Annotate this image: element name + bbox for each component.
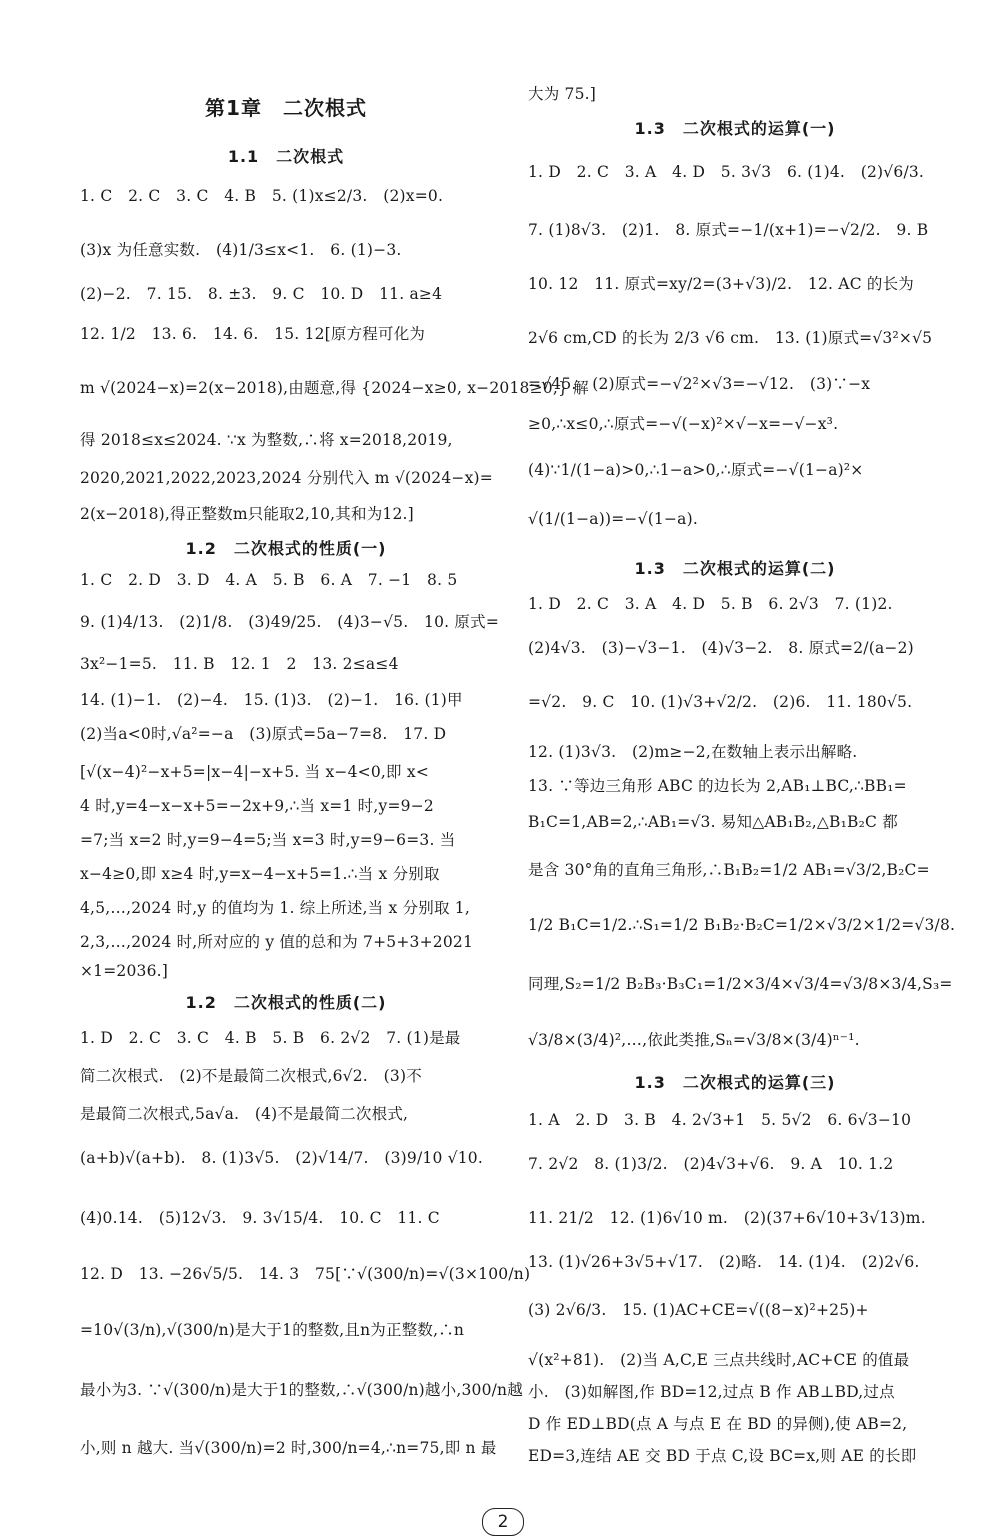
text-line: 1. C 2. C 3. C 4. B 5. (1)x≤2/3. (2)x=0. — [80, 187, 444, 205]
text-line: 11. 21/2 12. (1)6√10 m. (2)(37+6√10+3√13)m. — [528, 1209, 926, 1227]
text-line: 得 2018≤x≤2024. ∵x 为整数,∴将 x=2018,2019, — [80, 431, 453, 449]
text-line: 同理,S₂=1/2 B₂B₃·B₃C₁=1/2×3/4×√3/4=√3/8×3/4,S₃= — [528, 975, 953, 993]
section-heading: 1.3 二次根式的运算(一) — [634, 119, 836, 138]
text-line: (2)4√3. (3)−√3−1. (4)√3−2. 8. 原式=2/(a−2) — [528, 639, 914, 657]
text-line: (2)当a<0时,√a²=−a (3)原式=5a−7=8. 17. D — [80, 725, 447, 743]
text-line: (3)x 为任意实数. (4)1/3≤x<1. 6. (1)−3. — [80, 241, 402, 259]
text-line: 13. (1)√26+3√5+√17. (2)略. 14. (1)4. (2)2√6. — [528, 1253, 920, 1271]
text-line: 12. (1)3√3. (2)m≥−2,在数轴上表示出解略. — [528, 743, 858, 761]
text-line: √(1/(1−a))=−√(1−a). — [528, 510, 699, 528]
text-line: 小. (3)如解图,作 BD=12,过点 B 作 AB⊥BD,过点 — [528, 1383, 895, 1401]
text-line: √3/8×(3/4)²,…,依此类推,Sₙ=√3/8×(3/4)ⁿ⁻¹. — [528, 1031, 860, 1049]
chapter-title: 第1章 二次根式 — [205, 96, 367, 120]
section-heading: 1.2 二次根式的性质(一) — [185, 539, 387, 558]
text-line: 10. 12 11. 原式=xy/2=(3+√3)/2. 12. AC 的长为 — [528, 275, 914, 293]
text-line: =10√(3/n),√(300/n)是大于1的整数,且n为正整数,∴n — [80, 1321, 465, 1339]
text-line: 1. D 2. C 3. C 4. B 5. B 6. 2√2 7. (1)是最 — [80, 1029, 461, 1047]
text-line: (4)0.14. (5)12√3. 9. 3√15/4. 10. C 11. C — [80, 1209, 440, 1227]
text-line: 是含 30°角的直角三角形,∴B₁B₂=1/2 AB₁=√3/2,B₂C= — [528, 861, 930, 879]
text-line: ED=3,连结 AE 交 BD 于点 C,设 BC=x,则 AE 的长即 — [528, 1447, 917, 1465]
text-line: 2√6 cm,CD 的长为 2/3 √6 cm. 13. (1)原式=√3²×√5 — [528, 329, 933, 347]
section-heading: 1.3 二次根式的运算(三) — [634, 1073, 836, 1092]
text-line: 2020,2021,2022,2023,2024 分别代入 m √(2024−x)= — [80, 469, 493, 487]
text-line: D 作 ED⊥BD(点 A 与点 E 在 BD 的异侧),使 AB=2, — [528, 1415, 908, 1433]
text-line: 12. 1/2 13. 6. 14. 6. 15. 12[原方程可化为 — [80, 325, 426, 343]
text-line: (a+b)√(a+b). 8. (1)3√5. (2)√14/7. (3)9/10 √10. — [80, 1149, 483, 1167]
text-line: 4 时,y=4−x−x+5=−2x+9,∴当 x=1 时,y=9−2 — [80, 797, 434, 815]
text-line: 9. (1)4/13. (2)1/8. (3)49/25. (4)3−√5. 10. 原式= — [80, 613, 500, 631]
text-line: √(x²+81). (2)当 A,C,E 三点共线时,AC+CE 的值最 — [528, 1351, 910, 1369]
text-line: 12. D 13. −26√5/5. 14. 3 75[∵√(300/n)=√(3×100/n) — [80, 1265, 531, 1283]
text-line: x−4≥0,即 x≥4 时,y=x−4−x+5=1.∴当 x 分别取 — [80, 865, 440, 883]
text-line: 小,则 n 越大. 当√(300/n)=2 时,300/n=4,∴n=75,即 n 最 — [80, 1439, 497, 1457]
text-line: =7;当 x=2 时,y=9−4=5;当 x=3 时,y=9−6=3. 当 — [80, 831, 456, 849]
text-line: 大为 75.] — [528, 85, 597, 103]
text-line: 2,3,…,2024 时,所对应的 y 值的总和为 7+5+3+2021 — [80, 933, 474, 951]
text-line: 7. 2√2 8. (1)3/2. (2)4√3+√6. 9. A 10. 1.2 — [528, 1155, 894, 1173]
text-line: 13. ∵等边三角形 ABC 的边长为 2,AB₁⊥BC,∴BB₁= — [528, 777, 907, 795]
section-heading: 1.3 二次根式的运算(二) — [634, 559, 836, 578]
text-line: =√45. (2)原式=−√2²×√3=−√12. (3)∵−x — [528, 375, 871, 393]
text-line: B₁C=1,AB=2,∴AB₁=√3. 易知△AB₁B₂,△B₁B₂C 都 — [528, 813, 898, 831]
text-line: 1. D 2. C 3. A 4. D 5. 3√3 6. (1)4. (2)√6/3. — [528, 163, 925, 181]
text-line: 7. (1)8√3. (2)1. 8. 原式=−1/(x+1)=−√2/2. 9. B — [528, 221, 929, 239]
text-line: 最小为3. ∵√(300/n)是大于1的整数,∴√(300/n)越小,300/n越 — [80, 1381, 523, 1399]
section-heading: 1.1 二次根式 — [227, 147, 345, 166]
text-line: m √(2024−x)=2(x−2018),由题意,得 {2024−x≥0, x−2018≥0,} 解 — [80, 379, 589, 397]
text-line: (3) 2√6/3. 15. (1)AC+CE=√((8−x)²+25)+ — [528, 1301, 869, 1319]
text-line: (4)∵1/(1−a)>0,∴1−a>0,∴原式=−√(1−a)²× — [528, 461, 864, 479]
section-heading: 1.2 二次根式的性质(二) — [185, 993, 387, 1012]
text-line: 1/2 B₁C=1/2.∴S₁=1/2 B₁B₂·B₂C=1/2×√3/2×1/2=√3/8. — [528, 916, 956, 934]
text-line: 4,5,…,2024 时,y 的值均为 1. 综上所述,当 x 分别取 1, — [80, 899, 470, 917]
text-line: 14. (1)−1. (2)−4. 15. (1)3. (2)−1. 16. (1)甲 — [80, 691, 463, 709]
text-line: 是最简二次根式,5a√a. (4)不是最简二次根式, — [80, 1105, 409, 1123]
text-line: ×1=2036.] — [80, 962, 169, 980]
text-line: 2(x−2018),得正整数m只能取2,10,其和为12.] — [80, 505, 414, 523]
text-line: (2)−2. 7. 15. 8. ±3. 9. C 10. D 11. a≥4 — [80, 285, 443, 303]
text-line: 1. A 2. D 3. B 4. 2√3+1 5. 5√2 6. 6√3−10 — [528, 1111, 912, 1129]
text-line: [√(x−4)²−x+5=|x−4|−x+5. 当 x−4<0,即 x< — [80, 763, 430, 781]
text-line: 1. C 2. D 3. D 4. A 5. B 6. A 7. −1 8. 5 — [80, 571, 458, 589]
text-line: 3x²−1=5. 11. B 12. 1 2 13. 2≤a≤4 — [80, 655, 399, 673]
text-line: ≥0,∴x≤0,∴原式=−√(−x)²×√−x=−√−x³. — [528, 415, 839, 433]
text-line: =√2. 9. C 10. (1)√3+√2/2. (2)6. 11. 180√5. — [528, 693, 913, 711]
page-number: 2 — [482, 1508, 524, 1536]
text-line: 简二次根式. (2)不是最简二次根式,6√2. (3)不 — [80, 1067, 422, 1085]
text-line: 1. D 2. C 3. A 4. D 5. B 6. 2√3 7. (1)2. — [528, 595, 893, 613]
